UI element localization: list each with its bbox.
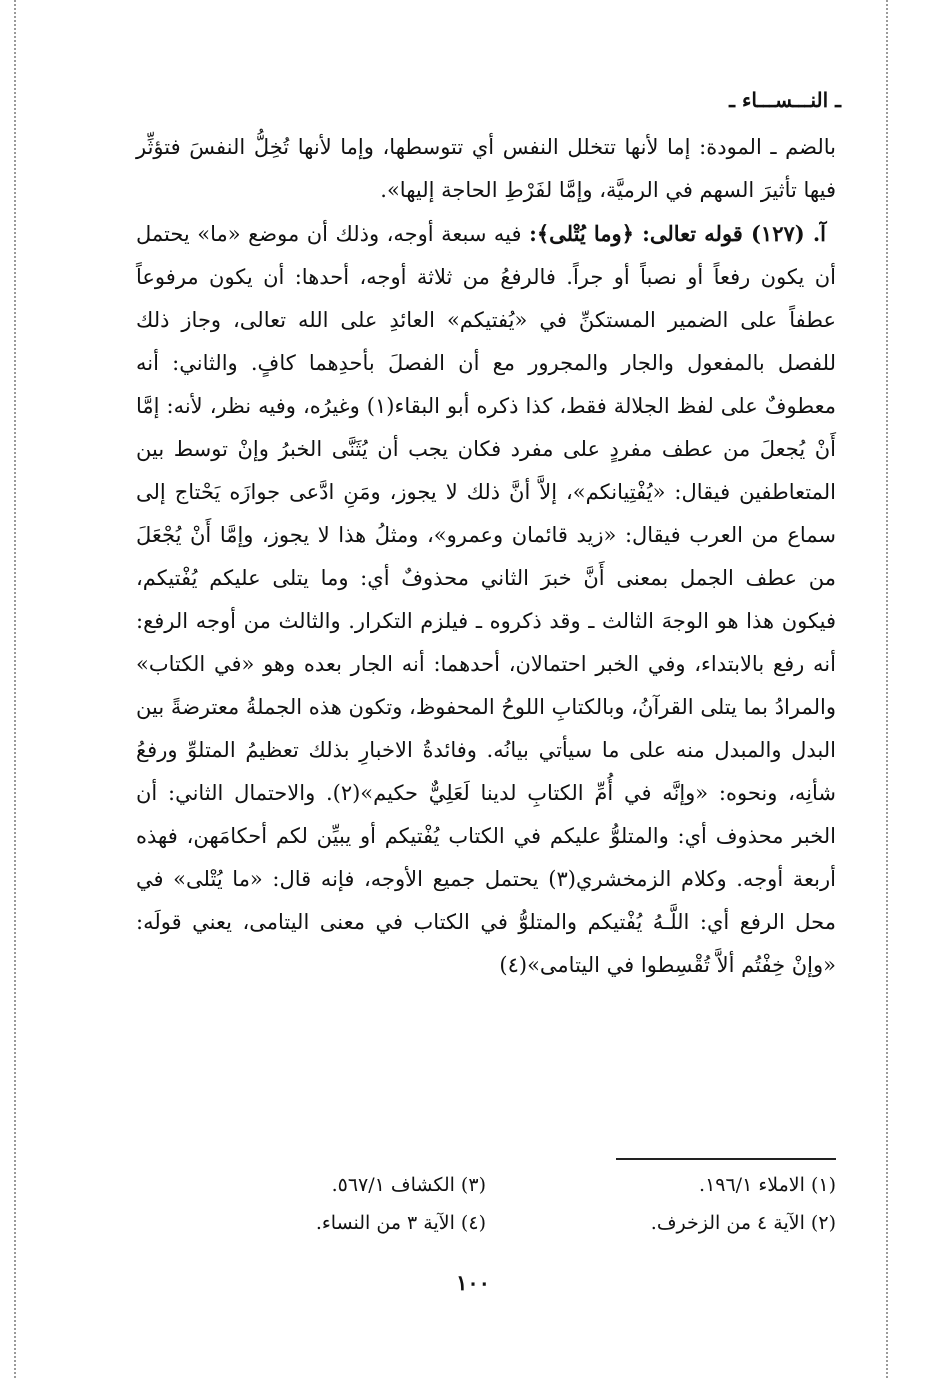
footnote-4: (٤) الآية ٣ من النساء.	[315, 1212, 486, 1234]
footnote-3: (٣) الكشاف ٥٦٧/١.	[331, 1174, 486, 1196]
paragraph-2	[136, 212, 836, 987]
scan-edge-right	[886, 0, 888, 1378]
paragraph-2-text: فيه سبعة أوجه، وذلك أن موضع «ما» يحتمل أن يكون رفعاً أو نصباً أو جراً. فالرفعُ من ثلاثة أوجه، أحدها: أن يكون مرفوعاً عطفاً على الضمير المستكنِّ في «يُفتيكم» العائدِ على الله تعالى، وجاز ذلك للفصل بالمفعول والجار والمجرور مع أن الفصلَ بأحدِهما كافٍ. والثاني: أنه معطوفٌ على لفظ الجلالة فقط، كذا ذكره أبو البقاء(١) وغيرُه، وفيه نظر، لأنه: إمَّا أَنْ يُجعلَ من عطف مفردٍ على مفرد فكان يجب أن يُثَنَّى الخبرُ وإنْ توسط بين المتعاطفين فيقال: «يُفْتِيانكم»، إلاَّ أنَّ ذلك لا يجوز، ومَنِ ادَّعى جوازَه يَحْتاج إلى سماع من العرب فيقال: «زيد قائمان وعمرو»، ومثلُ هذا لا يجوز، وإمَّا أَنْ يُجْعَلَ من عطف الجمل بمعنى أَنَّ خبرَ الثاني محذوفٌ أي: وما يتلى عليكم يُفْتيكم، فيكون هذا هو الوجهَ الثالث ـ وقد ذكروه ـ فيلزم التكرار. والثالث من أوجه الرفع: أنه رفع بالابتداء، وفي الخبر احتمالان، أحدهما: أنه الجار بعده وهو «في الكتاب» والمرادُ بما يتلى القرآنُ، وبالكتابِ اللوحُ المحفوظ، وتكون هذه الجملةُ معترضةً بين البدل والمبدل منه على ما سيأتي بيانُه. وفائدةُ الاخبارِ بذلك تعظيمُ المتلوِّ ورفعُ شأنِه، ونحوه: «وإنَّه في أُمِّ الكتابِ لدينا لَعَلِيٌّ حكيم»(٢). والاحتمال الثاني: أن الخبر محذوف أي: والمتلوُّ عليكم في الكتاب يُفْتيكم أو يبيِّن لكم أحكامَهن، فهذه أربعة أوجه. وكلام الزمخشري(٣) يحتمل جميع الأوجه، فإنه قال: «ما يُتْلى» في محل الرفع أي: اللَّـهُ يُفْتيكم والمتلوُّ في الكتاب في معنى اليتامى، يعني قولَه: «وإنْ خِفْتُم ألاَّ تُقْسِطوا في اليتامى»(٤)	[136, 222, 836, 977]
verse-heading: آ. (١٢٧) قوله تعالى: ﴿وما يُتْلى﴾:	[529, 221, 826, 246]
footnote-2: (٢) الآية ٤ من الزخرف.	[650, 1212, 836, 1234]
running-header: ـ النـــســـاء ـ	[729, 88, 841, 112]
footnotes	[136, 1166, 836, 1242]
footnote-1: (١) الاملاء ١٩٦/١.	[699, 1174, 836, 1196]
page-number: ١٠٠	[456, 1270, 490, 1295]
main-text	[136, 126, 836, 987]
paragraph-1: بالضم ـ المودة: إما لأنها تتخلل النفس أي تتوسطها، وإما لأنها تُخِلُّ النفسَ فتؤثِّر فيها تأثيرَ السهم في الرميَّة، وإمَّا لفَرْطِ الحاجة إليها».	[136, 135, 836, 202]
footnote-separator	[616, 1158, 836, 1160]
scan-edge-left	[14, 0, 16, 1378]
